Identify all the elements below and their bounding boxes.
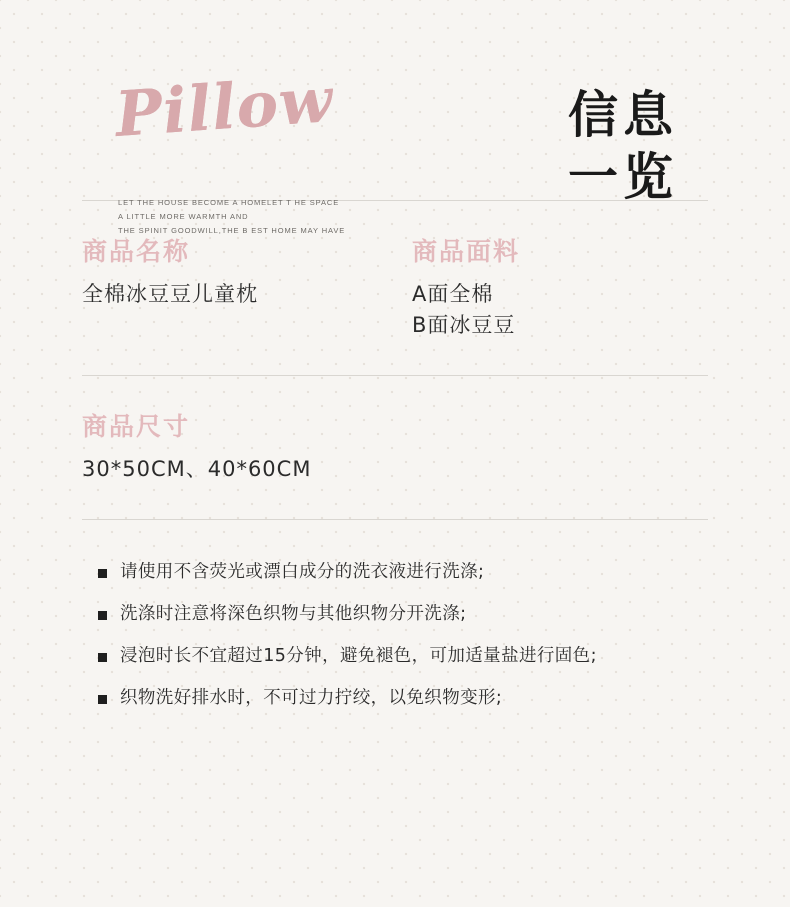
subtitle-line-1: LET THE HOUSE BECOME A HOMELET T HE SPACE — [118, 198, 340, 207]
note-text: 洗涤时注意将深色织物与其他织物分开洗涤; — [120, 604, 467, 624]
fabric-value-b: B面冰豆豆 — [412, 313, 516, 337]
field-label-product-size: 商品尺寸 — [82, 412, 191, 441]
product-name-value: 全棉冰豆豆儿童枕 — [82, 282, 258, 306]
section-size — [0, 376, 790, 519]
list-item — [98, 644, 708, 668]
fabric-value-a: A面全棉 — [412, 282, 494, 306]
product-size-value: 30*50CM、40*60CM — [82, 457, 312, 481]
header-subtitle-lines — [118, 196, 345, 238]
care-notes-list — [0, 520, 790, 710]
page-title-line-2: 一览 — [568, 148, 678, 206]
note-text: 请使用不含荧光或漂白成分的洗衣液进行洗涤; — [120, 562, 485, 582]
info-row — [82, 237, 708, 341]
note-text: 织物洗好排水时，不可过力拧绞，以免织物变形; — [120, 688, 503, 708]
list-item — [98, 560, 708, 584]
field-value-product-fabric — [412, 279, 708, 341]
field-product-name — [82, 237, 412, 341]
field-label-product-name: 商品名称 — [82, 237, 191, 266]
list-item — [98, 686, 708, 710]
bullet-square-icon — [98, 611, 107, 620]
subtitle-line-2: A LITTLE MORE WARMTH AND — [118, 212, 249, 221]
subtitle-line-3: THE SPINIT GOODWILL,THE B EST HOME MAY HAVE — [118, 226, 346, 235]
page-title — [568, 84, 678, 208]
field-value-product-size — [82, 454, 708, 485]
note-text: 浸泡时长不宜超过15分钟，避免褪色，可加适量盐进行固色; — [120, 646, 597, 666]
bullet-square-icon — [98, 569, 107, 578]
field-label-product-fabric: 商品面料 — [412, 237, 521, 266]
script-title: Pillow — [112, 62, 336, 152]
bullet-square-icon — [98, 653, 107, 662]
page-header — [0, 0, 790, 235]
bullet-square-icon — [98, 695, 107, 704]
list-item — [98, 602, 708, 626]
field-product-fabric — [412, 237, 708, 341]
field-value-product-name — [82, 279, 412, 310]
page-title-line-1: 信息 — [568, 86, 678, 144]
